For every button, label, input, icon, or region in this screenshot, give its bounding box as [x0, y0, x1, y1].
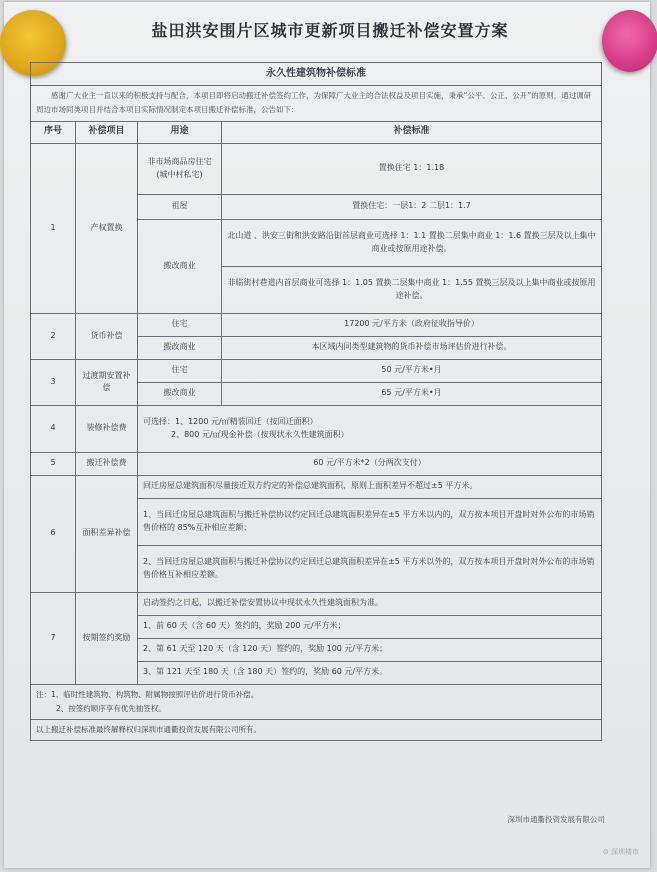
header-use: 用途	[138, 121, 222, 143]
row-standard: 2、当回迁房屋总建筑面积与搬迁补偿协议约定回迁总建筑面积差异在±5 平方米以外的，双方按本项目开盘时对外公布的市场销售价格互补相应差额。	[138, 545, 602, 592]
row-standard: 回迁房屋总建筑面积尽量接近双方约定的补偿总建筑面积，原则上面积差异不超过±5 平方米。	[138, 475, 602, 498]
row-no: 2	[31, 313, 76, 359]
row-use: 搬改商业	[138, 219, 222, 313]
row-item: 产权置换	[76, 143, 138, 313]
row-no: 4	[31, 405, 76, 452]
note-line: 2、按签约顺序享有优先抽签权。	[56, 703, 166, 713]
header-no: 序号	[31, 121, 76, 143]
final-note-row	[31, 720, 602, 741]
table-header-row	[31, 121, 602, 143]
row-standard: 50 元/平方米•月	[222, 359, 602, 382]
table-row	[31, 143, 602, 194]
row-no: 5	[31, 452, 76, 475]
row-item: 装修补偿费	[76, 405, 138, 452]
row-use: 搬改商业	[138, 382, 222, 405]
table-subtitle: 永久性建筑物补偿标准	[31, 63, 602, 86]
intro-text: 感谢广大业主一直以来的积极支持与配合，本项目即将启动搬迁补偿签约工作，为保障广大业主的合法权益及项目实施，秉承“公平、公正、公开”的原则，通过调研周边市场同类项目并结合本项目实际情况制定本项目搬迁补偿标准，公告如下：	[31, 86, 602, 122]
table-row	[31, 592, 602, 615]
row-use: 祖屋	[138, 194, 222, 219]
row-use: 住宅	[138, 313, 222, 336]
row-standard: 65 元/平方米•月	[222, 382, 602, 405]
row-no: 1	[31, 143, 76, 313]
row-use: 住宅	[138, 359, 222, 382]
row-standard: 置换住宅 1：1.18	[222, 143, 602, 194]
row-standard: 启动签约之日起，以搬迁补偿安置协议中现状永久性建筑面积为准。	[138, 592, 602, 615]
row-item: 过渡期安置补偿	[76, 359, 138, 405]
row-standard: 置换住宅：一层1：2 二层1：1.7	[222, 194, 602, 219]
row-standard: 60 元/平方米*2（分两次支付）	[138, 452, 602, 475]
notes-row	[31, 684, 602, 720]
table-row	[31, 452, 602, 475]
table-row	[31, 475, 602, 498]
table-row	[31, 313, 602, 336]
final-note: 以上搬迁补偿标准最终解释权归深圳市通衢投资发展有限公司所有。	[31, 720, 602, 741]
row-standard: 1、当回迁房屋总建筑面积与搬迁补偿协议约定回迁总建筑面积差异在±5 平方米以内的，双方按本项目开盘时对外公布的市场销售价格的 85%互补相应差额；	[138, 498, 602, 545]
row-no: 6	[31, 475, 76, 592]
row-standard: 非临街村巷道内首层商业可选择 1：1.05 置换二层集中商业 1：1.55 置换三层及以上集中商业或按原用途补偿。	[222, 266, 602, 313]
row-item: 面积差异补偿	[76, 475, 138, 592]
watermark-text: ⊙ 深圳楼市	[602, 848, 639, 856]
row-standard	[138, 405, 602, 452]
row-use: 非市场商品房住宅(城中村私宅)	[138, 143, 222, 194]
row-item: 货币补偿	[76, 313, 138, 359]
header-standard: 补偿标准	[222, 121, 602, 143]
header-item: 补偿项目	[76, 121, 138, 143]
table-row	[31, 359, 602, 382]
row-standard: 1、前 60 天（含 60 天）签约的，奖励 200 元/平方米；	[138, 615, 602, 638]
row-no: 7	[31, 592, 76, 684]
notes-cell	[31, 684, 602, 720]
row-use: 搬改商业	[138, 336, 222, 359]
table-row	[31, 405, 602, 452]
document-title: 盐田洪安围片区城市更新项目搬迁补偿安置方案	[151, 21, 509, 40]
row-standard: 17200 元/平方米（政府征收指导价）	[222, 313, 602, 336]
standard-line: 2、800 元/㎡现金补偿（按现状永久性建筑面积）	[171, 429, 349, 439]
company-signature: 深圳市通衢投资发展有限公司	[507, 815, 605, 824]
row-no: 3	[31, 359, 76, 405]
standard-line: 可选择：1、1200 元/㎡精装回迁（按回迁面积）	[143, 417, 318, 427]
row-standard: 本区域内同类型建筑物的货币补偿市场评估价进行补偿。	[222, 336, 602, 359]
note-line: 注：1、临时性建筑物、构筑物、附属物按照评估价进行货币补偿。	[36, 689, 259, 699]
row-standard: 3、第 121 天至 180 天（含 180 天）签约的，奖励 60 元/平方米。	[138, 661, 602, 684]
row-standard: 北山道 、洪安三街和洪安路沿街首层商业可选择 1：1.1 置换二层集中商业 1：1.6 置换三层及以上集中商业或按原用途补偿。	[222, 219, 602, 266]
row-standard: 2、第 61 天至 120 天（含 120 天）签约的，奖励 100 元/平方米；	[138, 638, 602, 661]
row-item: 搬迁补偿费	[76, 452, 138, 475]
pink-magnet	[602, 10, 657, 72]
compensation-table	[30, 62, 602, 741]
row-item: 按期签约奖励	[76, 592, 138, 684]
